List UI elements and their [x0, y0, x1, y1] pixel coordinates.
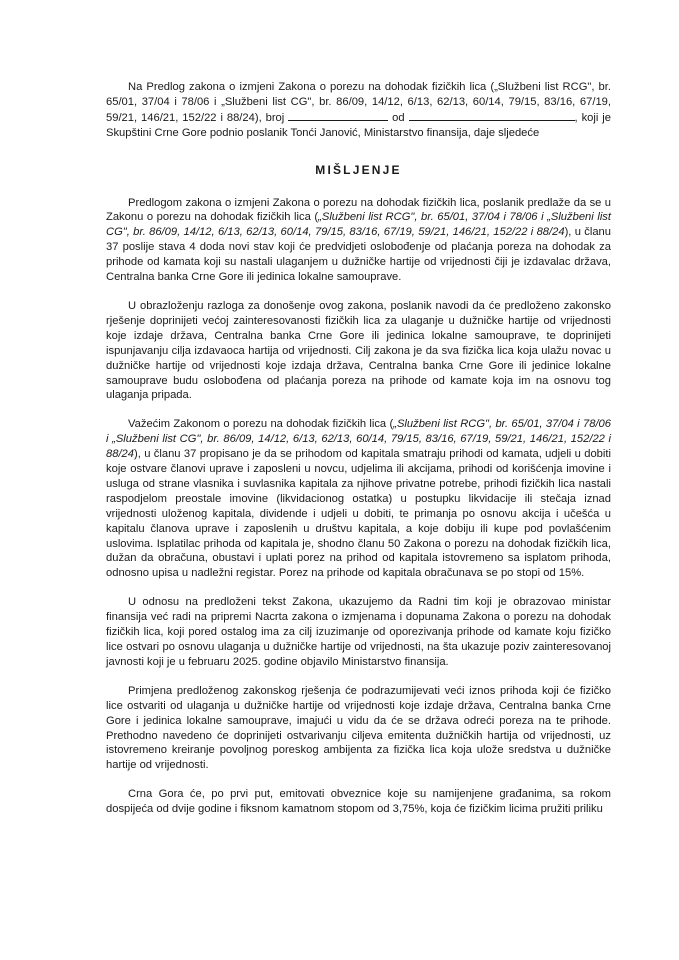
paragraph-1-text-b: ), u članu 37 poslije stava 4 doda novi stav koji će predvidjeti oslobođenje od plaćanja poreza na dohodak za prihode od kamata koji su nastali ulaganjem u dužničke hartije od vrijednosti čiji je izdavalac država, Centralna banka Crne Gore ili jedinica lokalne samouprave.: [106, 226, 611, 284]
paragraph-5: Primjena predloženog zakonskog rješenja će podrazumijevati veći iznos prihoda koji će fizičko lice ostvariti od ulaganja u dužničke hartije od vrijednosti koje izdaje država, Centralna banka Crne Gore i jedinica lokalne samouprave, imajući u vidu da će se država odreći poreza na te prihode. Prethodno navedeno će doprinijeti ostvarivanju ciljeva emitenta dužničkih hartija od vrijednosti, uz istovremeno kreiranje povoljnog poreskog ambijenta za fizička lica koja ulože sredstva u dužničke hartije od vrijednosti.: [106, 684, 611, 772]
paragraph-3-text-a: Važećim Zakonom o porezu na dohodak fizičkih lica (: [128, 418, 394, 431]
paragraph-6: Crna Gora će, po prvi put, emitovati obveznice koje su namijenjene građanima, sa rokom dospijeća od dvije godine i fiksnom kamatnom stopom od 3,75%, koja će fizičkim licima pružiti priliku: [106, 788, 611, 816]
paragraph-3-citation: „Službeni list RCG", br. 65/01, 37/04 i 78/06 i „Službeni list CG", br. 86/09, 14/12, 6/13, 62/13, 60/14, 79/15, 83/16, 67/19, 59/21, 146/21, 152/22 i 88/24: [106, 418, 611, 461]
paragraph-1-citation: „Službeni list RCG", br. 65/01, 37/04 i 78/06 i „Službeni list CG", br. 86/09, 14/12, 6/13, 62/13, 60/14, 79/15, 83/16, 67/19, 59/21, 146/21, 152/22 i 88/24: [106, 211, 612, 239]
intro-paragraph: [106, 80, 611, 141]
paragraph-1-text-a: Predlogom zakona o izmjeni Zakona o porezu na dohodak fizičkih lica, poslanik predlaže da se u Zakonu o porezu na dohodak fizičkih lica (: [106, 196, 611, 224]
intro-text: Na Predlog zakona o izmjeni Zakona o porezu na dohodak fizičkih lica („Službeni list RCG", br. 65/01, 37/04 i 78/06 i „Službeni list CG", br. 86/09, 14/12, 6/13, 62/13, 60/14, 79/15, 83/16, 67/19, 59/21, 146/21, 152/22 i 88/24), broj: [106, 81, 611, 124]
document-heading: MIŠLJENJE: [315, 162, 402, 177]
paragraph-1: [106, 196, 611, 285]
number-blank-field: [288, 110, 388, 121]
intro-od: od: [392, 111, 405, 124]
date-blank-field: [409, 110, 575, 121]
paragraph-3: [106, 417, 611, 581]
intro-text-end: , koji je Skupštini Crne Gore podnio poslanik Tonći Janović, Ministarstvo finansija, daje sljedeće: [106, 111, 612, 139]
paragraph-4: U odnosu na predloženi tekst Zakona, ukazujemo da Radni tim koji je obrazovao ministar finansija već radi na pripremi Nacrta zakona o izmjenama i dopunama Zakona o porezu na dohodak fizičkih lica, koji pored ostalog ima za cilj izuzimanje od oporezivanja prihode od kamate koju fizičko lice ostvari po osnovu ulaganja u dužničke hartije od vrijednosti, na šta ukazuje poziv zainteresovanoj javnosti koji je u februaru 2025. godine objavilo Ministarstvo finansija.: [106, 596, 611, 668]
paragraph-2: U obrazloženju razloga za donošenje ovog zakona, poslanik navodi da će predloženo zakonsko rješenje doprinijeti većoj zainteresovanosti fizičkih lica za ulaganje u dužničke hartije od vrijednosti koje izdaje država, Centralna banka Crne Gore ili jedinica lokalne samouprave, te doprinijeti ispunjavanju cilja izdavaoca hartija od vrijednosti. Cilj zakona je da sva fizička lica koja ulažu novac u dužničke hartije od vrijednosti koje izdaja država, Centralna banka Crne Gore ili jedinice lokalne samouprave budu oslobođena od plaćanja poreza na prihode od kamate koja im na osnovu tog ulaganja pripada.: [106, 299, 611, 402]
paragraph-3-text-b: ), u članu 37 propisano je da se prihodom od kapitala smatraju prihodi od kamata, udjeli u dobiti koje ostvare članovi uprave i zaposleni u novcu, udjelima ili akcijama, prihodi od korišćenja imovine i usluga od strane vlasnika i suvlasnika kapitala za njihove privatne potrebe, prihodi fizičkih lica nastali raspodjelom preostale imovine (likvidacionog ostatka) u postupku likvidacije ili stečaja iznad vrijednosti uloženog kapitala, dividende i udjeli u dobiti, te primanja po osnovu akcija i učešća u kapitalu članova uprave i zaposlenih u društvu kapitala, a koje dobiju ili kupe pod povlašćenim uslovima. Isplatilac prihoda od kapitala je, shodno članu 50 Zakona o porezu na dohodak fizičkih lica, dužan da obračuna, obustavi i uplati porez na prihod od kapitala istovremeno sa isplatom prihoda, odnosno upisa u nadležni registar. Porez na prihode od kapitala obračunava se po stopi od 15%.: [106, 448, 611, 580]
